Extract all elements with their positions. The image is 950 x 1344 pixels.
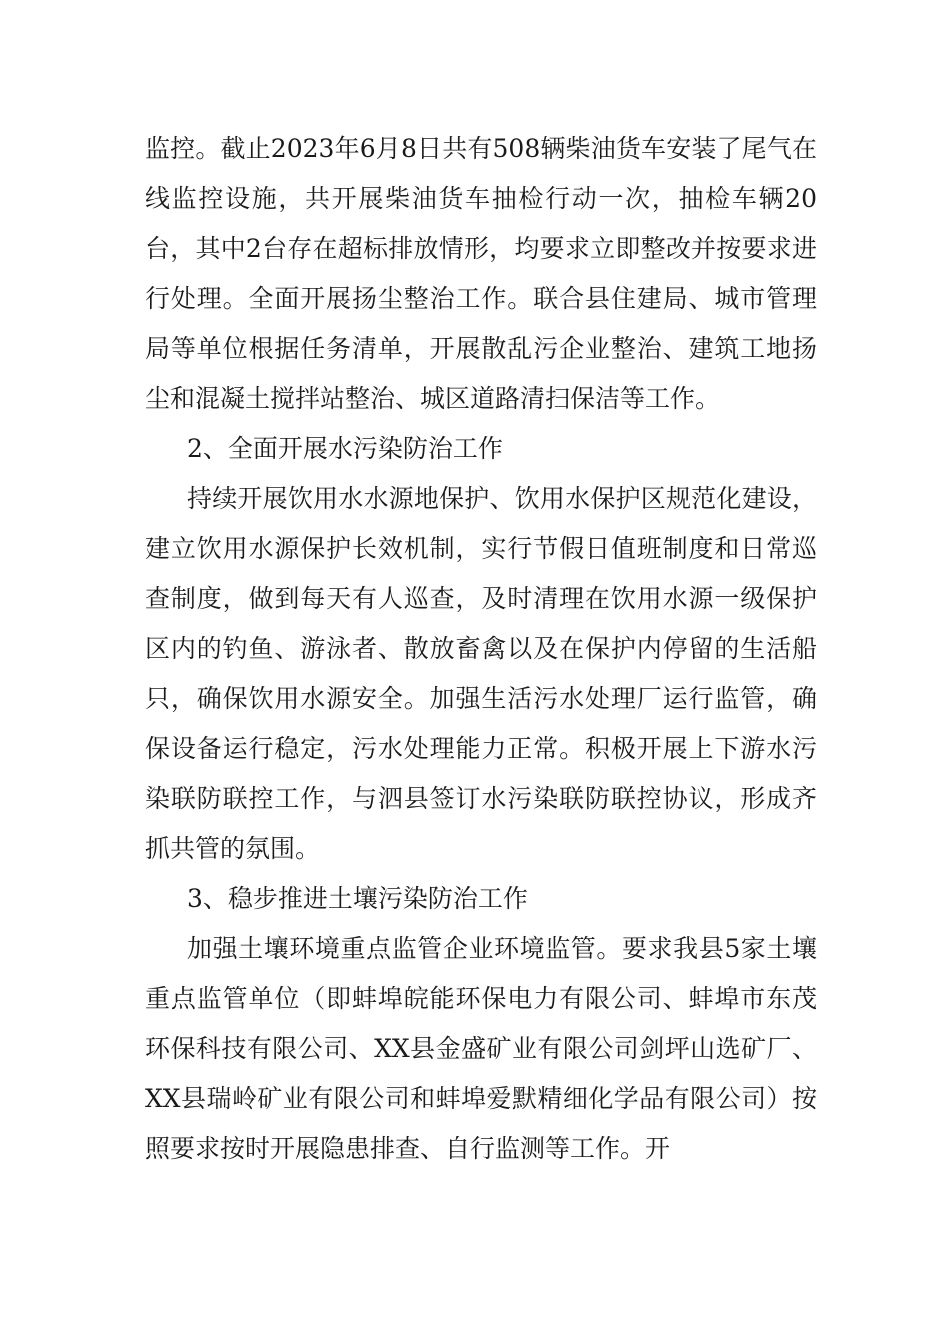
section-heading-water-pollution: 2、全面开展水污染防治工作 [187,434,503,463]
paragraph-water-pollution: 持续开展饮用水水源地保护、饮用水保护区规范化建设，建立饮用水源保护长效机制，实行节假日值班制度和日常巡查制度，做到每天有人巡查，及时清理在饮用水源一级保护区内的钓鱼、游泳者、散放畜禽以及在保护内停留的生活船只，确保饮用水源安全。加强生活污水处理厂运行监管，确保设备运行稳定，污水处理能力正常。积极开展上下游水污染联防联控工作，与泗县签订水污染联防联控协议，形成齐抓共管的氛围。 [145,484,817,863]
section-heading-soil-pollution: 3、稳步推进土壤污染防治工作 [187,884,528,913]
paragraph-soil-pollution: 加强土壤环境重点监管企业环境监管。要求我县5家土壤重点监管单位（即蚌埠皖能环保电力有限公司、蚌埠市东茂环保科技有限公司、XX县金盛矿业有限公司剑坪山选矿厂、XX县瑞岭矿业有限公司和蚌埠爱默精细化学品有限公司）按照要求按时开展隐患排查、自行监测等工作。开 [145,934,817,1163]
document-body [145,124,817,1174]
paragraph-continued: 监控。截止2023年6月8日共有508辆柴油货车安装了尾气在线监控设施，共开展柴油货车抽检行动一次，抽检车辆20台，其中2台存在超标排放情形，均要求立即整改并按要求进行处理。全面开展扬尘整治工作。联合县住建局、城市管理局等单位根据任务清单，开展散乱污企业整治、建筑工地扬尘和混凝土搅拌站整治、城区道路清扫保洁等工作。 [145,134,817,413]
